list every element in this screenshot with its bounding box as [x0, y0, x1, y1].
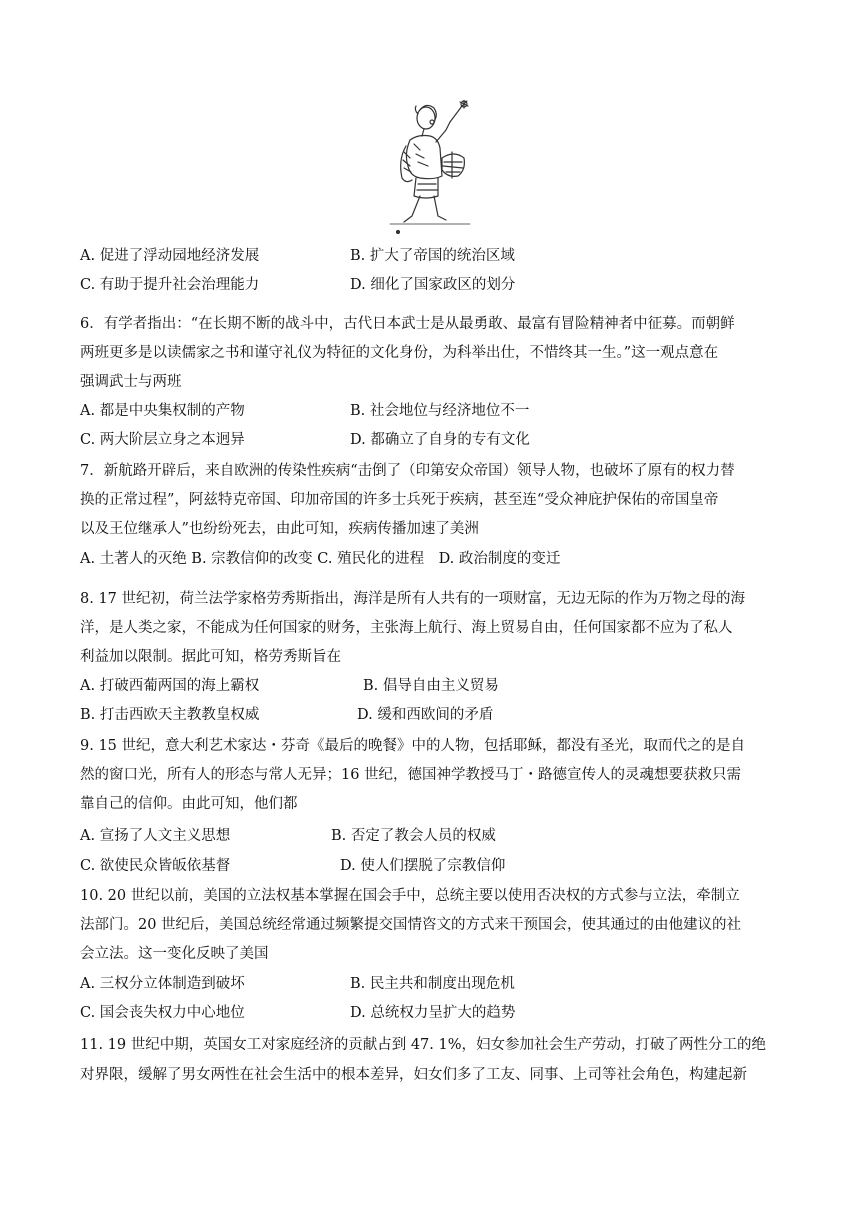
aztec-figure-illustration: [380, 100, 480, 236]
q9-option-a: A. 宣扬了人文主义思想: [80, 828, 231, 844]
q6-option-b: B. 社会地位与经济地位不一: [350, 403, 530, 419]
q6-stem-line-3: 强调武士与两班: [80, 374, 182, 390]
q7-stem-line-1: 7．新航路开辟后，来自欧洲的传染性疾病“击倒了（印第安众帝国）领导人物，也破坏了原有的权力替: [80, 463, 735, 479]
q6-option-c: C. 两大阶层立身之本迥异: [80, 432, 245, 448]
q8-stem-line-1: 8. 17 世纪初，荷兰法学家格劳秀斯指出，海洋是所有人共有的一项财富，无边无际的作为万物之母的海: [80, 591, 745, 607]
q10-option-d: D. 总统权力呈扩大的趋势: [350, 1005, 516, 1021]
q9-stem-line-3: 靠自己的信仰。由此可知，他们都: [80, 796, 298, 812]
q8-option-d: D. 缓和西欧间的矛盾: [357, 707, 494, 723]
q7-stem-line-2: 换的正常过程”，阿兹特克帝国、印加帝国的许多士兵死于疾病，甚至连“受众神庇护保佑的帝国皇帝: [80, 492, 719, 508]
q9-stem-line-1: 9. 15 世纪，意大利艺术家达・芬奇《最后的晚餐》中的人物，包括耶稣，都没有圣光，取而代之的是自: [80, 738, 745, 754]
q5-option-c: C. 有助于提升社会治理能力: [80, 277, 260, 293]
q6-option-d: D. 都确立了自身的专有文化: [350, 432, 530, 448]
q10-option-c: C. 国会丧失权力中心地位: [80, 1005, 245, 1021]
q9-option-d: D. 使人们摆脱了宗教信仰: [340, 858, 506, 874]
q10-stem-line-3: 会立法。这一变化反映了美国: [80, 946, 269, 962]
q11-stem-line-1: 11. 19 世纪中期，英国女工对家庭经济的贡献占到 47. 1%，妇女参加社会生产劳动，打破了两性分工的绝: [80, 1037, 767, 1053]
q6-option-a: A. 都是中央集权制的产物: [80, 403, 245, 419]
q10-stem-line-1: 10. 20 世纪以前，美国的立法权基本掌握在国会手中，总统主要以使用否决权的方式参与立法，牵制立: [80, 888, 740, 904]
q10-option-b: B. 民主共和制度出现危机: [350, 976, 515, 992]
q7-stem-line-3: 以及王位继承人”也纷纷死去，由此可知，疾病传播加速了美洲: [80, 521, 479, 537]
q8-stem-line-2: 洋，是人类之家，不能成为任何国家的财务，主张海上航行、海上贸易自由，任何国家都不应为了私人: [80, 620, 733, 636]
q10-stem-line-2: 法部门。20 世纪后，美国总统经常通过频繁提交国情咨文的方式来干预国会，使其通过的由他建议的社: [80, 917, 742, 933]
q9-option-c: C. 欲使民众皆皈依基督: [80, 858, 231, 874]
q5-option-d: D. 细化了国家政区的划分: [350, 277, 516, 293]
q11-stem-line-2: 对界限，缓解了男女两性在社会生活中的根本差异，妇女们多了工友、同事、上司等社会角色，构建起新: [80, 1067, 747, 1083]
q8-option-a: A. 打破西葡两国的海上霸权: [80, 678, 260, 694]
q8-option-c: B. 打击西欧天主教教皇权威: [80, 707, 260, 723]
q10-option-a: A. 三权分立体制造到破坏: [80, 976, 245, 992]
q5-option-a: A. 促进了浮动园地经济发展: [80, 248, 260, 264]
q9-stem-line-2: 然的窗口光，所有人的形态与常人无异；16 世纪，德国神学教授马丁・路德宣传人的灵魂想要获救只需: [80, 767, 742, 783]
q9-option-b: B. 否定了教会人员的权威: [331, 828, 496, 844]
q7-options: A. 土著人的灭绝 B. 宗教信仰的改变 C. 殖民化的进程 D. 政治制度的变迁: [80, 551, 561, 567]
q6-stem-line-1: 6．有学者指出：“在长期不断的战斗中，古代日本武士是从最勇敢、最富有冒险精神者中征募。而朝鲜: [80, 316, 735, 332]
q8-stem-line-3: 利益加以限制。据此可知，格劳秀斯旨在: [80, 649, 341, 665]
q6-stem-line-2: 两班更多是以读儒家之书和谨守礼仪为特征的文化身份，为科举出仕，不惜终其一生。”这一观点意在: [80, 345, 719, 361]
q8-option-b: B. 倡导自由主义贸易: [363, 678, 499, 694]
q5-option-b: B. 扩大了帝国的统治区域: [350, 248, 515, 264]
